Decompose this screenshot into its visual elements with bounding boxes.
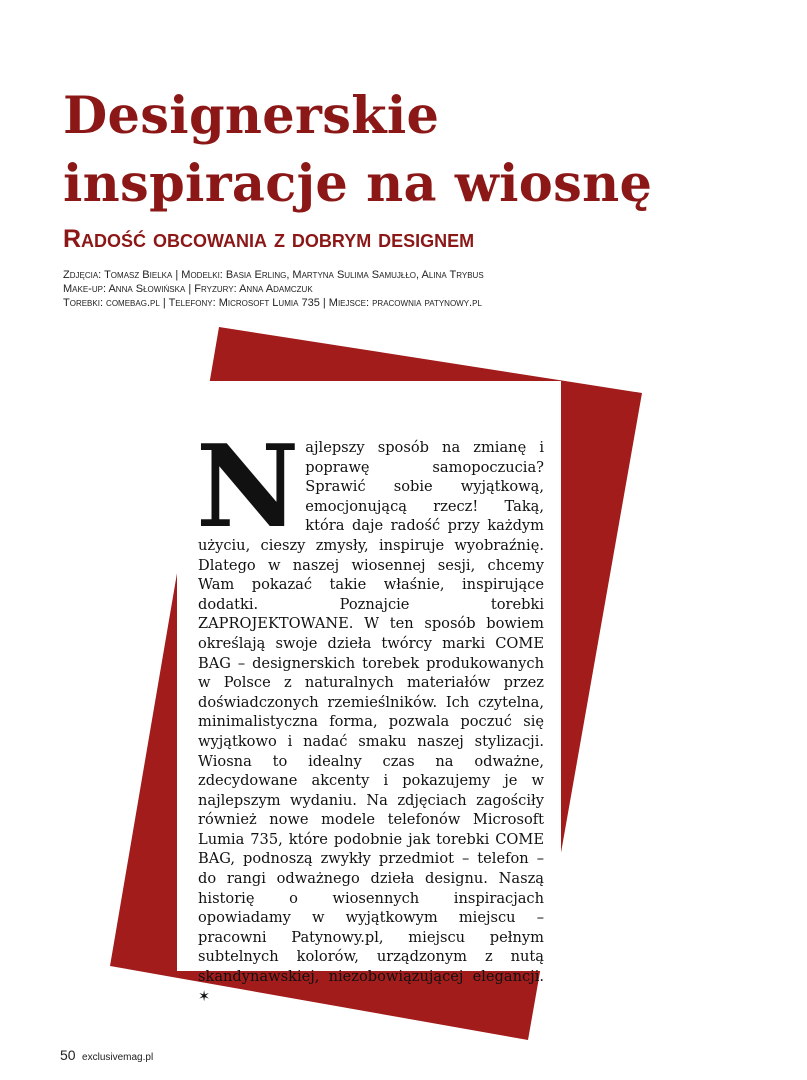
title-line-2: inspiracje na wiosnę <box>63 154 653 214</box>
article-text: ajlepszy sposób na zmianę i poprawę samopoczucia? Sprawić sobie wyjątkową, emocjonującą rzecz! Taką, która daje radość przy każdym użyciu, cieszy zmysły, inspiruje wyobraźnię. Dlatego w naszej wiosennej sesji, chcemy Wam pokazać takie właśnie, inspirujące dodatki. Poznajcie torebki ZAPROJEKTOWANE. W ten sposób bowiem określają swoje dzieła twórcy marki COME BAG – designerskich torebek produkowanych w Polsce z naturalnych materiałów przez doświadczonych rzemieślników. Ich czytelna, minimalistyczna forma, pozwala poczuć się wyjątkowo i nadać smaku naszej stylizacji. Wiosna to idealny czas na odważne, zdecydowane akcenty i pokazujemy je w najlepszym wydaniu. Na zdjęciach zagościły również nowe modele telefonów Microsoft Lumia 735, które podobnie jak torebki COME BAG, podnoszą zwykły przedmiot – telefon – do rangi odważnego dzieła designu. Naszą historię o wiosennych inspiracjach opowiadamy w wyjątkowym miejscu – pracowni Patynowy.pl, miejscu pełnym subtelnych kolorów, urządzonym z nutą skandynawskiej, niezobowiązującej elegancji. ✶ <box>198 439 544 1005</box>
credits-line-1: Zdjęcia: Tomasz Bielka | Modelki: Basia Erling, Martyna Sulima Samujłło, Alina Trybus <box>63 269 484 281</box>
title-line-1: Designerskie <box>63 86 440 146</box>
site-url[interactable]: exclusivemag.pl <box>82 1052 154 1063</box>
credits-line-3: Torebki: comebag.pl | Telefony: Microsoft Lumia 735 | Miejsce: pracownia patynowy.pl <box>63 297 482 309</box>
article-subtitle: Radość obcowania z dobrym designem <box>63 225 475 253</box>
article-body <box>196 420 544 1006</box>
page-footer <box>60 1047 153 1065</box>
page-number: 50 <box>60 1047 76 1063</box>
drop-cap: N <box>196 420 300 553</box>
credits-line-2: Make-up: Anna Słowińska | Fryzury: Anna Adamczuk <box>63 283 313 295</box>
